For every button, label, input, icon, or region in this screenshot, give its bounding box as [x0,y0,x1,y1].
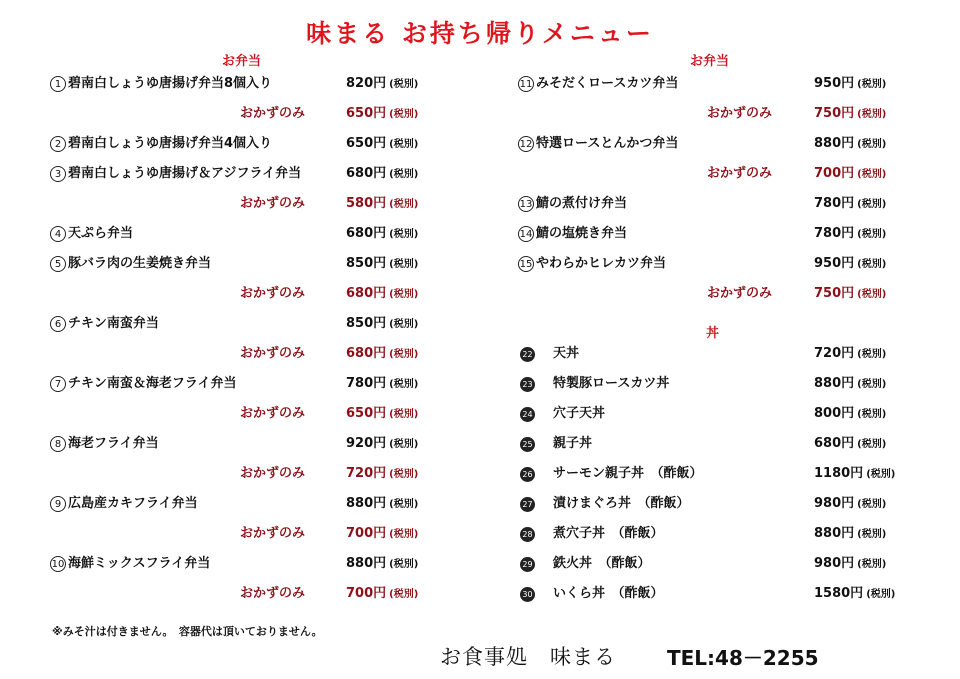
menu-item [50,313,159,335]
tax-note: (税別) [389,469,419,480]
item-name: 鯖の煮付け弁当 [536,196,628,211]
item-number-badge: 23 [520,377,535,392]
item-number-badge: 1 [50,76,66,92]
item-name: いくら丼 （酢飯） [553,586,664,601]
menu-item [50,163,301,185]
tax-note: (税別) [389,109,419,120]
item-price [814,553,886,575]
menu-item [50,253,211,275]
item-number-badge: 5 [50,256,66,272]
price-value: 800円 [814,406,855,421]
price-value: 850円 [346,256,387,271]
item-name: チキン南蛮弁当 [68,316,159,331]
price-value: 680円 [346,166,387,181]
item-number-badge: 11 [518,76,534,92]
tax-note: (税別) [857,499,887,510]
price-value: 650円 [346,406,387,421]
tax-note: (税別) [389,229,419,240]
side-dish-price [346,583,418,605]
item-number-badge: 14 [518,226,534,242]
item-name: 碧南白しょうゆ唐揚げ＆アジフライ弁当 [68,166,302,181]
item-number-badge: 25 [520,437,535,452]
item-name: 碧南白しょうゆ唐揚げ弁当4個入り [68,136,273,151]
item-number-badge: 13 [518,196,534,212]
item-price [814,583,895,605]
price-value: 750円 [814,106,855,121]
price-value: 880円 [346,496,387,511]
item-price [814,193,886,215]
price-value: 820円 [346,76,387,91]
side-dish-label: おかずのみ [707,166,773,181]
item-number-badge: 30 [520,587,535,602]
item-name: 碧南白しょうゆ唐揚げ弁当8個入り [68,76,273,91]
price-value: 880円 [814,376,855,391]
price-value: 880円 [814,136,855,151]
price-value: 650円 [346,136,387,151]
menu-item [50,493,198,515]
menu-item [520,583,664,605]
item-price [814,463,895,485]
price-value: 980円 [814,496,855,511]
tax-note: (税別) [857,259,887,270]
item-price [814,223,886,245]
price-value: 780円 [814,196,855,211]
side-dish-price [346,403,418,425]
item-number-badge: 12 [518,136,534,152]
item-price [814,133,886,155]
side-dish-price [346,523,418,545]
shop-name: お食事処 味まる [440,645,616,669]
price-value: 700円 [346,526,387,541]
footnote: ※みそ汁は付きません。 容器代は頂いておりません。 [52,625,323,638]
item-name: やわらかヒレカツ弁当 [536,256,667,271]
price-value: 950円 [814,76,855,91]
item-name: 煮穴子丼 （酢飯） [553,526,664,541]
side-dish-label: おかずのみ [240,106,306,121]
tax-note: (税別) [389,169,419,180]
item-price [346,373,418,395]
side-dish-price [814,163,886,185]
item-name: サーモン親子丼 （酢飯） [553,466,703,481]
item-number-badge: 27 [520,497,535,512]
menu-item [518,193,627,215]
shop-phone: TEL:48－2255 [667,646,819,670]
tax-note: (税別) [857,229,887,240]
item-number-badge: 4 [50,226,66,242]
tax-note: (税別) [857,379,887,390]
menu-item [50,73,272,95]
item-number-badge: 10 [50,556,66,572]
item-price [346,223,418,245]
tax-note: (税別) [857,439,887,450]
tax-note: (税別) [389,199,419,210]
item-name: 親子丼 [553,436,593,451]
price-value: 780円 [814,226,855,241]
item-name: 漬けまぐろ丼 （酢飯） [553,496,690,511]
price-value: 880円 [814,526,855,541]
price-value: 1580円 [814,586,864,601]
tax-note: (税別) [857,349,887,360]
tax-note: (税別) [857,559,887,570]
section-heading-bento-left: お弁当 [222,54,262,69]
item-name: 特選ロースとんかつ弁当 [536,136,679,151]
side-dish-price [346,343,418,365]
side-dish-price [346,463,418,485]
tax-note: (税別) [857,409,887,420]
price-value: 850円 [346,316,387,331]
menu-item [520,403,605,425]
menu-item [520,493,690,515]
tax-note: (税別) [857,289,887,300]
tax-note: (税別) [857,139,887,150]
item-price [346,553,418,575]
item-price [814,523,886,545]
tax-note: (税別) [389,559,419,570]
tax-note: (税別) [389,439,419,450]
tax-note: (税別) [389,259,419,270]
side-dish-price [346,283,418,305]
side-dish-label: おかずのみ [240,586,306,601]
menu-item [520,463,703,485]
tax-note: (税別) [857,199,887,210]
tax-note: (税別) [389,319,419,330]
item-number-badge: 9 [50,496,66,512]
tax-note: (税別) [389,289,419,300]
item-price [814,73,886,95]
tax-note: (税別) [389,139,419,150]
price-value: 720円 [346,466,387,481]
item-number-badge: 22 [520,347,535,362]
menu-item [518,253,666,275]
item-number-badge: 28 [520,527,535,542]
price-value: 720円 [814,346,855,361]
tax-note: (税別) [857,109,887,120]
menu-item [518,223,627,245]
item-price [346,73,418,95]
tax-note: (税別) [389,379,419,390]
item-price [346,433,418,455]
item-name: 鯖の塩焼き弁当 [536,226,628,241]
tax-note: (税別) [389,349,419,360]
side-dish-price [346,193,418,215]
item-price [346,253,418,275]
menu-item [50,433,159,455]
price-value: 650円 [346,106,387,121]
item-price [814,343,886,365]
item-number-badge: 26 [520,467,535,482]
tax-note: (税別) [857,169,887,180]
item-number-badge: 15 [518,256,534,272]
side-dish-label: おかずのみ [240,196,306,211]
item-price [346,163,418,185]
item-name: 鉄火丼 （酢飯） [553,556,651,571]
menu-item [518,73,678,95]
menu-item [520,343,579,365]
price-value: 920円 [346,436,387,451]
item-name: 海老フライ弁当 [68,436,159,451]
price-value: 950円 [814,256,855,271]
side-dish-label: おかずのみ [240,406,306,421]
side-dish-price [814,283,886,305]
side-dish-label: おかずのみ [240,286,306,301]
price-value: 680円 [814,436,855,451]
item-name: 天ぷら弁当 [68,226,134,241]
item-name: 特製豚ロースカツ丼 [553,376,670,391]
item-price [814,433,886,455]
price-value: 980円 [814,556,855,571]
item-name: チキン南蛮＆海老フライ弁当 [68,376,237,391]
item-name: 豚バラ肉の生姜焼き弁当 [68,256,212,271]
item-number-badge: 24 [520,407,535,422]
item-number-badge: 6 [50,316,66,332]
price-value: 580円 [346,196,387,211]
price-value: 750円 [814,286,855,301]
price-value: 680円 [346,346,387,361]
item-name: 海鮮ミックスフライ弁当 [68,556,211,571]
tax-note: (税別) [389,499,419,510]
section-heading-don: 丼 [706,326,720,341]
item-name: 広島産カキフライ弁当 [68,496,198,511]
side-dish-price [814,103,886,125]
side-dish-label: おかずのみ [240,346,306,361]
item-price [346,133,418,155]
price-value: 680円 [346,286,387,301]
item-price [346,493,418,515]
menu-item [520,373,669,395]
tax-note: (税別) [866,469,896,480]
price-value: 700円 [814,166,855,181]
item-number-badge: 7 [50,376,66,392]
item-name: 穴子天丼 [553,406,606,421]
item-name: 天丼 [553,346,580,361]
menu-item [518,133,678,155]
menu-item [50,373,236,395]
item-name: みそだくロースカツ弁当 [536,76,679,91]
tax-note: (税別) [389,529,419,540]
tax-note: (税別) [389,79,419,90]
price-value: 880円 [346,556,387,571]
section-heading-bento-right: お弁当 [690,54,730,69]
item-price [346,313,418,335]
price-value: 680円 [346,226,387,241]
item-number-badge: 29 [520,557,535,572]
menu-item [50,133,272,155]
side-dish-label: おかずのみ [707,106,773,121]
item-price [814,373,886,395]
item-price [814,253,886,275]
item-number-badge: 2 [50,136,66,152]
menu-item [50,553,210,575]
menu-item [50,223,133,245]
menu-item [520,433,592,455]
item-number-badge: 8 [50,436,66,452]
menu-item [520,553,651,575]
side-dish-label: おかずのみ [707,286,773,301]
price-value: 780円 [346,376,387,391]
item-price [814,493,886,515]
tax-note: (税別) [857,79,887,90]
menu-title: 味まる お持ち帰りメニュー [306,19,654,48]
tax-note: (税別) [389,589,419,600]
item-number-badge: 3 [50,166,66,182]
item-price [814,403,886,425]
side-dish-label: おかずのみ [240,526,306,541]
side-dish-price [346,103,418,125]
price-value: 1180円 [814,466,864,481]
price-value: 700円 [346,586,387,601]
menu-item [520,523,664,545]
tax-note: (税別) [389,409,419,420]
tax-note: (税別) [866,589,896,600]
side-dish-label: おかずのみ [240,466,306,481]
tax-note: (税別) [857,529,887,540]
